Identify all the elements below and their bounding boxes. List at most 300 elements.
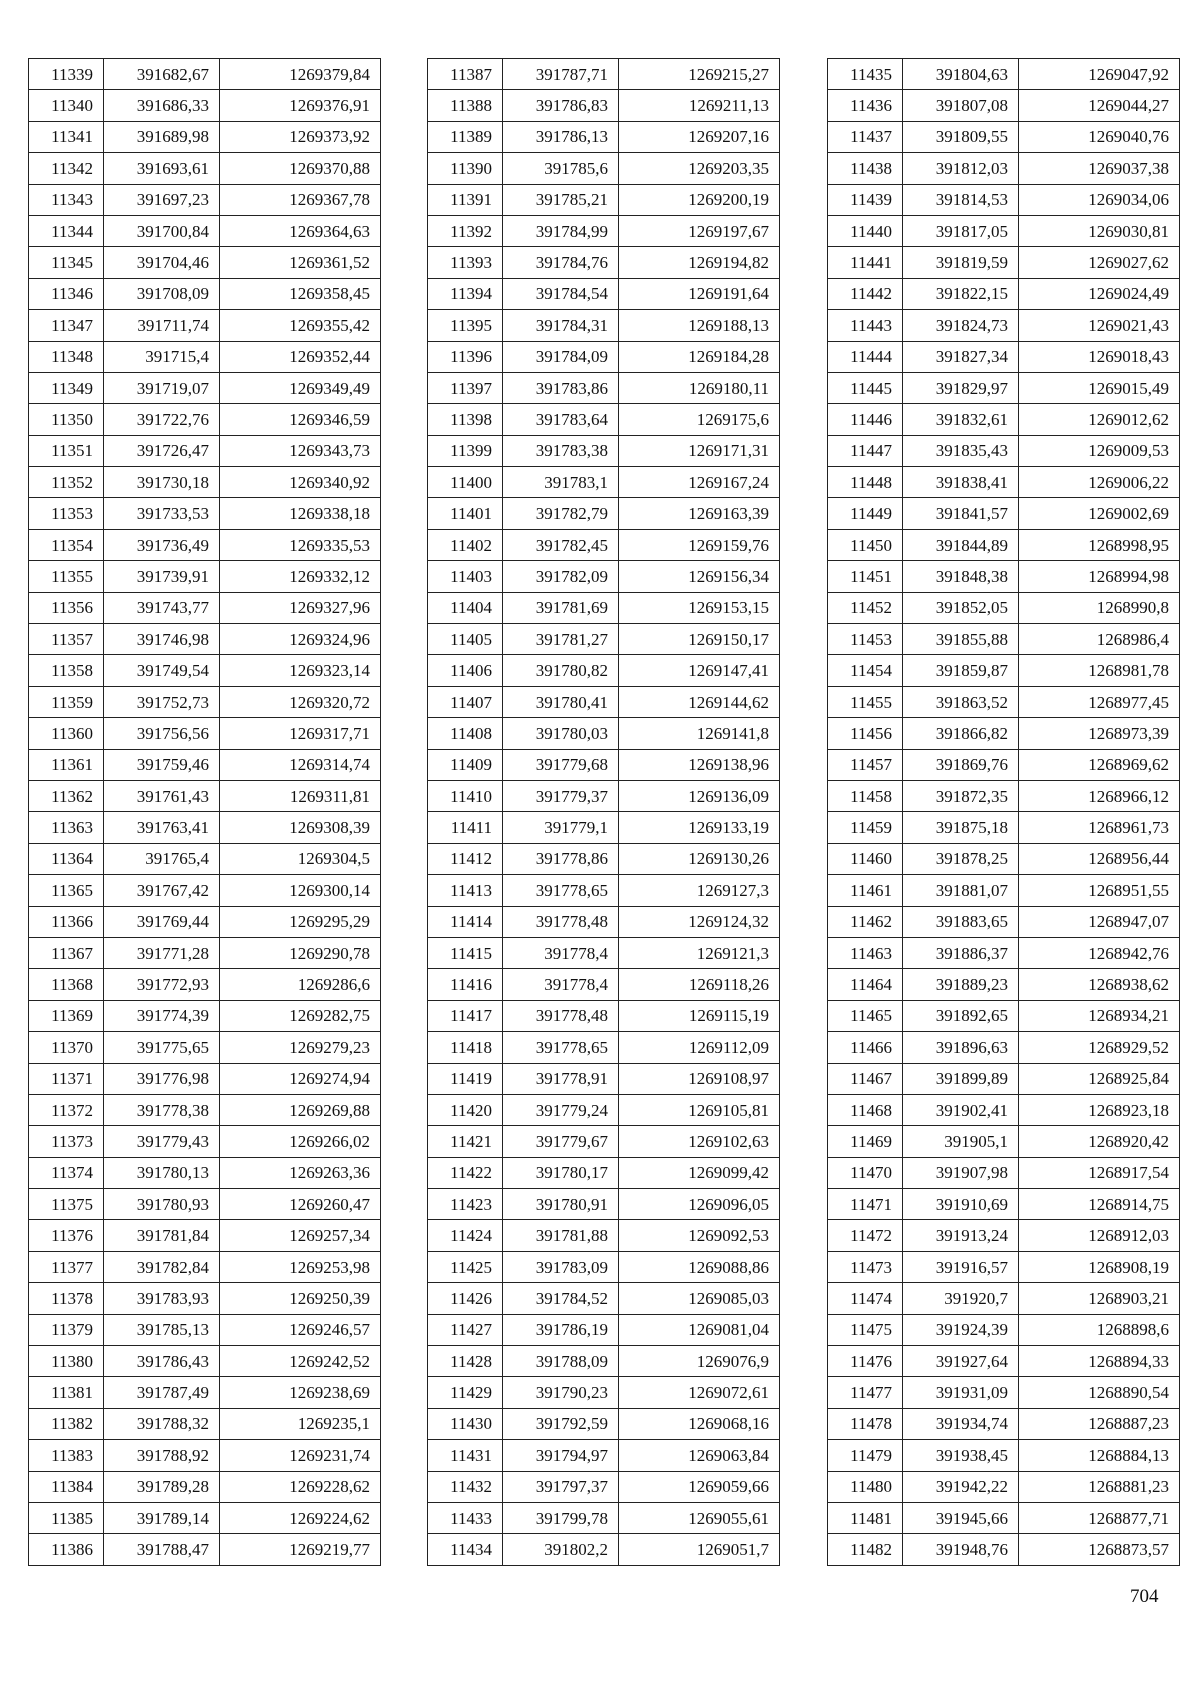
x-coordinate-cell: 391859,87	[903, 655, 1019, 686]
table-row	[428, 1283, 780, 1314]
point-id-cell: 11424	[428, 1220, 503, 1251]
table-row	[29, 341, 381, 372]
y-coordinate-cell: 1269191,64	[619, 278, 780, 309]
point-id-cell: 11370	[29, 1032, 104, 1063]
table-row	[29, 969, 381, 1000]
y-coordinate-cell: 1269343,73	[220, 435, 381, 466]
x-coordinate-cell: 391896,63	[903, 1032, 1019, 1063]
table-row	[428, 624, 780, 655]
x-coordinate-cell: 391784,99	[503, 215, 619, 246]
point-id-cell: 11460	[828, 843, 903, 874]
x-coordinate-cell: 391736,49	[104, 529, 220, 560]
table-row	[428, 592, 780, 623]
point-id-cell: 11410	[428, 780, 503, 811]
y-coordinate-cell: 1269153,15	[619, 592, 780, 623]
x-coordinate-cell: 391779,1	[503, 812, 619, 843]
table-row	[828, 310, 1180, 341]
x-coordinate-cell: 391835,43	[903, 435, 1019, 466]
table-row	[428, 404, 780, 435]
y-coordinate-cell: 1269231,74	[220, 1440, 381, 1471]
y-coordinate-cell: 1269072,61	[619, 1377, 780, 1408]
y-coordinate-cell: 1269156,34	[619, 561, 780, 592]
point-id-cell: 11386	[29, 1534, 104, 1565]
y-coordinate-cell: 1268981,78	[1019, 655, 1180, 686]
point-id-cell: 11426	[428, 1283, 503, 1314]
table-row	[29, 1408, 381, 1439]
point-id-cell: 11472	[828, 1220, 903, 1251]
table-row	[29, 247, 381, 278]
y-coordinate-cell: 1269088,86	[619, 1251, 780, 1282]
y-coordinate-cell: 1269018,43	[1019, 341, 1180, 372]
point-id-cell: 11400	[428, 467, 503, 498]
point-id-cell: 11373	[29, 1126, 104, 1157]
point-id-cell: 11406	[428, 655, 503, 686]
point-id-cell: 11359	[29, 686, 104, 717]
y-coordinate-cell: 1268912,03	[1019, 1220, 1180, 1251]
x-coordinate-cell: 391711,74	[104, 310, 220, 341]
y-coordinate-cell: 1269358,45	[220, 278, 381, 309]
y-coordinate-cell: 1269124,32	[619, 906, 780, 937]
x-coordinate-cell: 391743,77	[104, 592, 220, 623]
point-id-cell: 11355	[29, 561, 104, 592]
table-row	[29, 153, 381, 184]
coordinate-table-2	[427, 58, 780, 1566]
x-coordinate-cell: 391780,82	[503, 655, 619, 686]
y-coordinate-cell: 1269141,8	[619, 718, 780, 749]
table-row	[828, 247, 1180, 278]
point-id-cell: 11357	[29, 624, 104, 655]
x-coordinate-cell: 391786,43	[104, 1346, 220, 1377]
x-coordinate-cell: 391881,07	[903, 875, 1019, 906]
table-row	[828, 1408, 1180, 1439]
y-coordinate-cell: 1269133,19	[619, 812, 780, 843]
table-row	[29, 655, 381, 686]
y-coordinate-cell: 1269367,78	[220, 184, 381, 215]
point-id-cell: 11470	[828, 1157, 903, 1188]
x-coordinate-cell: 391781,84	[104, 1220, 220, 1251]
point-id-cell: 11430	[428, 1408, 503, 1439]
point-id-cell: 11392	[428, 215, 503, 246]
x-coordinate-cell: 391784,52	[503, 1283, 619, 1314]
table-row	[828, 215, 1180, 246]
point-id-cell: 11401	[428, 498, 503, 529]
point-id-cell: 11393	[428, 247, 503, 278]
x-coordinate-cell: 391784,31	[503, 310, 619, 341]
point-id-cell: 11469	[828, 1126, 903, 1157]
point-id-cell: 11444	[828, 341, 903, 372]
table-row	[828, 843, 1180, 874]
table-row	[428, 1094, 780, 1125]
y-coordinate-cell: 1269327,96	[220, 592, 381, 623]
x-coordinate-cell: 391682,67	[104, 59, 220, 90]
point-id-cell: 11429	[428, 1377, 503, 1408]
x-coordinate-cell: 391889,23	[903, 969, 1019, 1000]
x-coordinate-cell: 391783,93	[104, 1283, 220, 1314]
y-coordinate-cell: 1269282,75	[220, 1000, 381, 1031]
point-id-cell: 11414	[428, 906, 503, 937]
x-coordinate-cell: 391771,28	[104, 937, 220, 968]
y-coordinate-cell: 1269235,1	[220, 1408, 381, 1439]
table-row	[428, 1440, 780, 1471]
point-id-cell: 11420	[428, 1094, 503, 1125]
table-row	[29, 686, 381, 717]
x-coordinate-cell: 391756,56	[104, 718, 220, 749]
point-id-cell: 11389	[428, 121, 503, 152]
y-coordinate-cell: 1269295,29	[220, 906, 381, 937]
x-coordinate-cell: 391778,38	[104, 1094, 220, 1125]
y-coordinate-cell: 1268961,73	[1019, 812, 1180, 843]
x-coordinate-cell: 391782,79	[503, 498, 619, 529]
y-coordinate-cell: 1268929,52	[1019, 1032, 1180, 1063]
y-coordinate-cell: 1268942,76	[1019, 937, 1180, 968]
point-id-cell: 11409	[428, 749, 503, 780]
x-coordinate-cell: 391797,37	[503, 1471, 619, 1502]
table-row	[428, 749, 780, 780]
x-coordinate-cell: 391907,98	[903, 1157, 1019, 1188]
y-coordinate-cell: 1269338,18	[220, 498, 381, 529]
point-id-cell: 11398	[428, 404, 503, 435]
point-id-cell: 11422	[428, 1157, 503, 1188]
table-row	[29, 121, 381, 152]
point-id-cell: 11475	[828, 1314, 903, 1345]
point-id-cell: 11449	[828, 498, 903, 529]
x-coordinate-cell: 391869,76	[903, 749, 1019, 780]
x-coordinate-cell: 391785,6	[503, 153, 619, 184]
x-coordinate-cell: 391769,44	[104, 906, 220, 937]
y-coordinate-cell: 1269015,49	[1019, 372, 1180, 403]
y-coordinate-cell: 1269228,62	[220, 1471, 381, 1502]
y-coordinate-cell: 1269211,13	[619, 90, 780, 121]
point-id-cell: 11465	[828, 1000, 903, 1031]
x-coordinate-cell: 391786,13	[503, 121, 619, 152]
x-coordinate-cell: 391899,89	[903, 1063, 1019, 1094]
x-coordinate-cell: 391780,03	[503, 718, 619, 749]
x-coordinate-cell: 391715,4	[104, 341, 220, 372]
x-coordinate-cell: 391785,13	[104, 1314, 220, 1345]
y-coordinate-cell: 1268990,8	[1019, 592, 1180, 623]
y-coordinate-cell: 1269163,39	[619, 498, 780, 529]
table-row	[428, 435, 780, 466]
point-id-cell: 11421	[428, 1126, 503, 1157]
y-coordinate-cell: 1269081,04	[619, 1314, 780, 1345]
y-coordinate-cell: 1269238,69	[220, 1377, 381, 1408]
x-coordinate-cell: 391708,09	[104, 278, 220, 309]
point-id-cell: 11362	[29, 780, 104, 811]
point-id-cell: 11342	[29, 153, 104, 184]
table-row	[428, 1126, 780, 1157]
x-coordinate-cell: 391799,78	[503, 1502, 619, 1533]
table-row	[29, 529, 381, 560]
y-coordinate-cell: 1269200,19	[619, 184, 780, 215]
table-row	[29, 592, 381, 623]
y-coordinate-cell: 1269102,63	[619, 1126, 780, 1157]
y-coordinate-cell: 1268908,19	[1019, 1251, 1180, 1282]
table-row	[828, 1000, 1180, 1031]
point-id-cell: 11402	[428, 529, 503, 560]
point-id-cell: 11344	[29, 215, 104, 246]
x-coordinate-cell: 391814,53	[903, 184, 1019, 215]
y-coordinate-cell: 1268903,21	[1019, 1283, 1180, 1314]
y-coordinate-cell: 1269027,62	[1019, 247, 1180, 278]
x-coordinate-cell: 391787,49	[104, 1377, 220, 1408]
x-coordinate-cell: 391902,41	[903, 1094, 1019, 1125]
table-row	[428, 1189, 780, 1220]
point-id-cell: 11404	[428, 592, 503, 623]
point-id-cell: 11382	[29, 1408, 104, 1439]
table-row	[29, 404, 381, 435]
y-coordinate-cell: 1268873,57	[1019, 1534, 1180, 1565]
point-id-cell: 11360	[29, 718, 104, 749]
y-coordinate-cell: 1269332,12	[220, 561, 381, 592]
table-row	[828, 1502, 1180, 1533]
point-id-cell: 11390	[428, 153, 503, 184]
table-row	[428, 875, 780, 906]
table-row	[828, 372, 1180, 403]
y-coordinate-cell: 1269009,53	[1019, 435, 1180, 466]
point-id-cell: 11454	[828, 655, 903, 686]
table-row	[29, 1534, 381, 1565]
x-coordinate-cell: 391686,33	[104, 90, 220, 121]
x-coordinate-cell: 391746,98	[104, 624, 220, 655]
point-id-cell: 11482	[828, 1534, 903, 1565]
table-row	[828, 969, 1180, 1000]
table-row	[29, 875, 381, 906]
point-id-cell: 11405	[428, 624, 503, 655]
y-coordinate-cell: 1269112,09	[619, 1032, 780, 1063]
y-coordinate-cell: 1268877,71	[1019, 1502, 1180, 1533]
table-row	[428, 969, 780, 1000]
table-row	[428, 843, 780, 874]
x-coordinate-cell: 391778,48	[503, 906, 619, 937]
table-row	[828, 529, 1180, 560]
point-id-cell: 11339	[29, 59, 104, 90]
x-coordinate-cell: 391697,23	[104, 184, 220, 215]
point-id-cell: 11379	[29, 1314, 104, 1345]
x-coordinate-cell: 391910,69	[903, 1189, 1019, 1220]
point-id-cell: 11425	[428, 1251, 503, 1282]
y-coordinate-cell: 1269308,39	[220, 812, 381, 843]
point-id-cell: 11345	[29, 247, 104, 278]
table-row	[29, 1126, 381, 1157]
point-id-cell: 11415	[428, 937, 503, 968]
x-coordinate-cell: 391783,1	[503, 467, 619, 498]
x-coordinate-cell: 391948,76	[903, 1534, 1019, 1565]
point-id-cell: 11450	[828, 529, 903, 560]
y-coordinate-cell: 1269317,71	[220, 718, 381, 749]
point-id-cell: 11479	[828, 1440, 903, 1471]
point-id-cell: 11451	[828, 561, 903, 592]
table-row	[29, 718, 381, 749]
x-coordinate-cell: 391752,73	[104, 686, 220, 717]
y-coordinate-cell: 1269379,84	[220, 59, 381, 90]
table-row	[428, 498, 780, 529]
x-coordinate-cell: 391872,35	[903, 780, 1019, 811]
point-id-cell: 11443	[828, 310, 903, 341]
table-row	[828, 498, 1180, 529]
y-coordinate-cell: 1269115,19	[619, 1000, 780, 1031]
y-coordinate-cell: 1269063,84	[619, 1440, 780, 1471]
coordinate-table-3	[827, 58, 1180, 1566]
y-coordinate-cell: 1269304,5	[220, 843, 381, 874]
y-coordinate-cell: 1268923,18	[1019, 1094, 1180, 1125]
x-coordinate-cell: 391848,38	[903, 561, 1019, 592]
point-id-cell: 11461	[828, 875, 903, 906]
x-coordinate-cell: 391934,74	[903, 1408, 1019, 1439]
x-coordinate-cell: 391787,71	[503, 59, 619, 90]
point-id-cell: 11416	[428, 969, 503, 1000]
point-id-cell: 11399	[428, 435, 503, 466]
table-row	[29, 1189, 381, 1220]
y-coordinate-cell: 1269188,13	[619, 310, 780, 341]
y-coordinate-cell: 1269242,52	[220, 1346, 381, 1377]
y-coordinate-cell: 1269144,62	[619, 686, 780, 717]
table-row	[828, 1220, 1180, 1251]
x-coordinate-cell: 391789,14	[104, 1502, 220, 1533]
y-coordinate-cell: 1269197,67	[619, 215, 780, 246]
point-id-cell: 11374	[29, 1157, 104, 1188]
point-id-cell: 11368	[29, 969, 104, 1000]
point-id-cell: 11358	[29, 655, 104, 686]
x-coordinate-cell: 391774,39	[104, 1000, 220, 1031]
point-id-cell: 11423	[428, 1189, 503, 1220]
y-coordinate-cell: 1269346,59	[220, 404, 381, 435]
table-row	[29, 1377, 381, 1408]
point-id-cell: 11455	[828, 686, 903, 717]
y-coordinate-cell: 1268951,55	[1019, 875, 1180, 906]
table-row	[428, 906, 780, 937]
x-coordinate-cell: 391778,65	[503, 1032, 619, 1063]
x-coordinate-cell: 391788,92	[104, 1440, 220, 1471]
x-coordinate-cell: 391788,32	[104, 1408, 220, 1439]
coordinate-table-1	[28, 58, 381, 1566]
y-coordinate-cell: 1269340,92	[220, 467, 381, 498]
point-id-cell: 11381	[29, 1377, 104, 1408]
x-coordinate-cell: 391875,18	[903, 812, 1019, 843]
y-coordinate-cell: 1269269,88	[220, 1094, 381, 1125]
x-coordinate-cell: 391763,41	[104, 812, 220, 843]
table-row	[828, 1534, 1180, 1565]
table-row	[29, 435, 381, 466]
table-row	[29, 1094, 381, 1125]
point-id-cell: 11462	[828, 906, 903, 937]
y-coordinate-cell: 1269138,96	[619, 749, 780, 780]
point-id-cell: 11457	[828, 749, 903, 780]
table-row	[828, 592, 1180, 623]
x-coordinate-cell: 391784,54	[503, 278, 619, 309]
table-row	[828, 561, 1180, 592]
y-coordinate-cell: 1269021,43	[1019, 310, 1180, 341]
x-coordinate-cell: 391749,54	[104, 655, 220, 686]
point-id-cell: 11384	[29, 1471, 104, 1502]
x-coordinate-cell: 391781,69	[503, 592, 619, 623]
table-row	[29, 561, 381, 592]
y-coordinate-cell: 1268881,23	[1019, 1471, 1180, 1502]
y-coordinate-cell: 1269068,16	[619, 1408, 780, 1439]
y-coordinate-cell: 1269059,66	[619, 1471, 780, 1502]
x-coordinate-cell: 391719,07	[104, 372, 220, 403]
table-row	[428, 1220, 780, 1251]
y-coordinate-cell: 1268977,45	[1019, 686, 1180, 717]
y-coordinate-cell: 1269085,03	[619, 1283, 780, 1314]
point-id-cell: 11453	[828, 624, 903, 655]
y-coordinate-cell: 1268973,39	[1019, 718, 1180, 749]
y-coordinate-cell: 1269246,57	[220, 1314, 381, 1345]
table-row	[29, 59, 381, 90]
y-coordinate-cell: 1268894,33	[1019, 1346, 1180, 1377]
y-coordinate-cell: 1269215,27	[619, 59, 780, 90]
x-coordinate-cell: 391780,41	[503, 686, 619, 717]
point-id-cell: 11412	[428, 843, 503, 874]
table-row	[29, 1063, 381, 1094]
x-coordinate-cell: 391785,21	[503, 184, 619, 215]
y-coordinate-cell: 1268890,54	[1019, 1377, 1180, 1408]
point-id-cell: 11473	[828, 1251, 903, 1282]
point-id-cell: 11442	[828, 278, 903, 309]
point-id-cell: 11341	[29, 121, 104, 152]
table-row	[428, 153, 780, 184]
y-coordinate-cell: 1268917,54	[1019, 1157, 1180, 1188]
y-coordinate-cell: 1269320,72	[220, 686, 381, 717]
point-id-cell: 11419	[428, 1063, 503, 1094]
x-coordinate-cell: 391883,65	[903, 906, 1019, 937]
table-row	[828, 749, 1180, 780]
table-row	[828, 655, 1180, 686]
table-row	[828, 1314, 1180, 1345]
x-coordinate-cell: 391782,45	[503, 529, 619, 560]
x-coordinate-cell: 391844,89	[903, 529, 1019, 560]
x-coordinate-cell: 391905,1	[903, 1126, 1019, 1157]
point-id-cell: 11391	[428, 184, 503, 215]
table-row	[828, 121, 1180, 152]
point-id-cell: 11356	[29, 592, 104, 623]
x-coordinate-cell: 391786,19	[503, 1314, 619, 1345]
table-row	[428, 341, 780, 372]
point-id-cell: 11435	[828, 59, 903, 90]
point-id-cell: 11411	[428, 812, 503, 843]
table-row	[428, 1032, 780, 1063]
table-row	[828, 718, 1180, 749]
y-coordinate-cell: 1268994,98	[1019, 561, 1180, 592]
table-row	[428, 1063, 780, 1094]
y-coordinate-cell: 1268914,75	[1019, 1189, 1180, 1220]
y-coordinate-cell: 1269030,81	[1019, 215, 1180, 246]
point-id-cell: 11347	[29, 310, 104, 341]
point-id-cell: 11431	[428, 1440, 503, 1471]
point-id-cell: 11354	[29, 529, 104, 560]
point-id-cell: 11375	[29, 1189, 104, 1220]
x-coordinate-cell: 391779,43	[104, 1126, 220, 1157]
y-coordinate-cell: 1268966,12	[1019, 780, 1180, 811]
point-id-cell: 11437	[828, 121, 903, 152]
x-coordinate-cell: 391855,88	[903, 624, 1019, 655]
table-row	[428, 184, 780, 215]
table-row	[29, 498, 381, 529]
x-coordinate-cell: 391782,09	[503, 561, 619, 592]
point-id-cell: 11474	[828, 1283, 903, 1314]
point-id-cell: 11418	[428, 1032, 503, 1063]
x-coordinate-cell: 391767,42	[104, 875, 220, 906]
x-coordinate-cell: 391832,61	[903, 404, 1019, 435]
y-coordinate-cell: 1269260,47	[220, 1189, 381, 1220]
x-coordinate-cell: 391789,28	[104, 1471, 220, 1502]
point-id-cell: 11440	[828, 215, 903, 246]
x-coordinate-cell: 391804,63	[903, 59, 1019, 90]
y-coordinate-cell: 1269159,76	[619, 529, 780, 560]
y-coordinate-cell: 1269076,9	[619, 1346, 780, 1377]
y-coordinate-cell: 1268938,62	[1019, 969, 1180, 1000]
y-coordinate-cell: 1269184,28	[619, 341, 780, 372]
y-coordinate-cell: 1268986,4	[1019, 624, 1180, 655]
